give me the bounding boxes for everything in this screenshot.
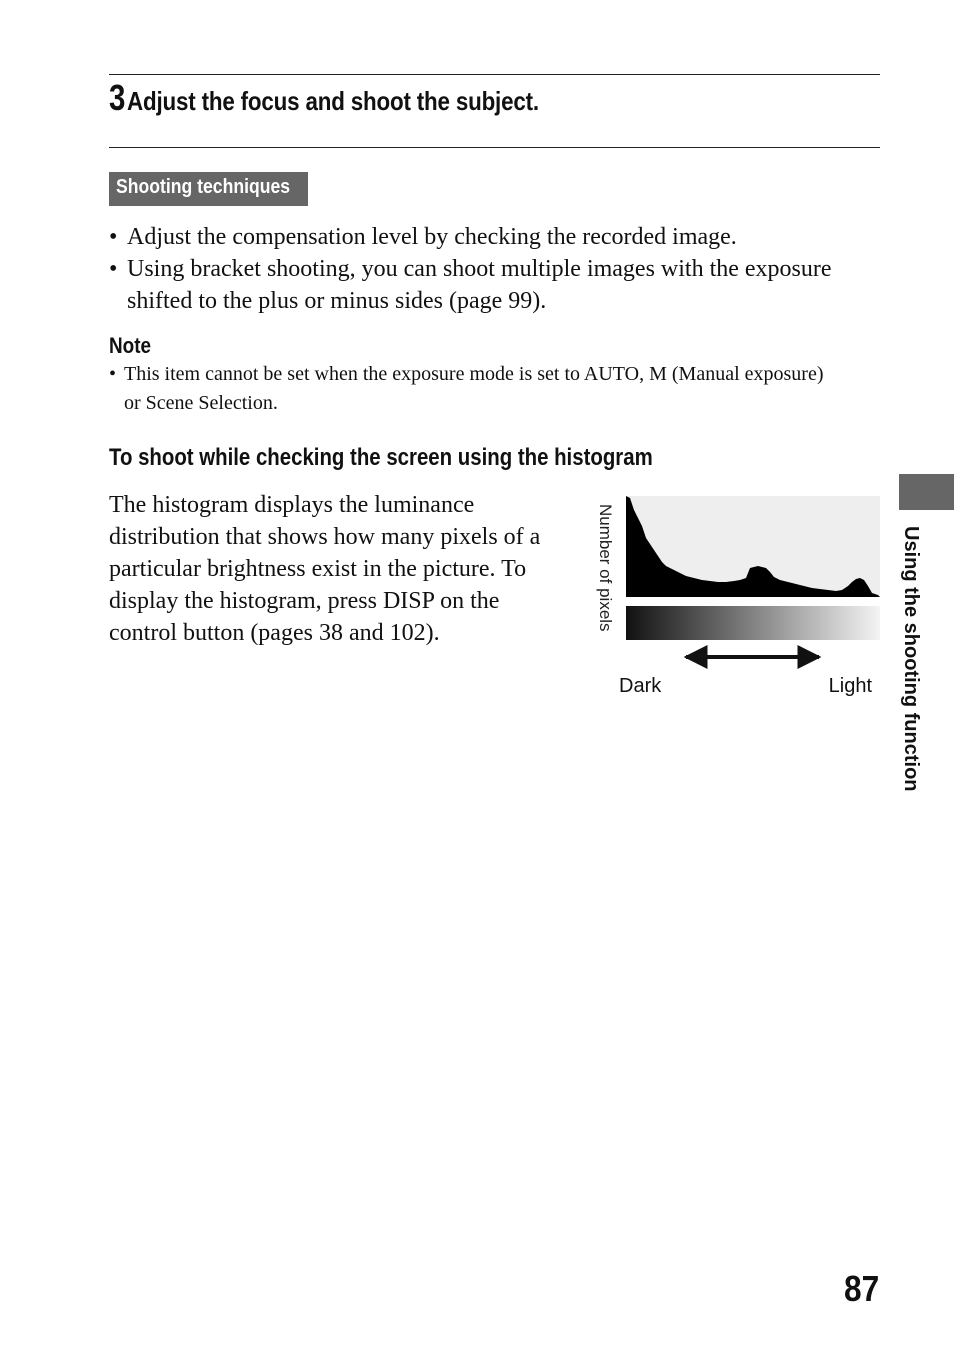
step-heading	[109, 78, 606, 118]
page-number: 87	[844, 1268, 880, 1309]
histogram-y-label: Number of pixels	[596, 504, 615, 632]
shooting-techniques-tag	[109, 172, 308, 206]
list-item: • Using bracket shooting, you can shoot multiple images with the exposure shifted to the plus or minus sides (page 99).	[109, 253, 889, 317]
section-rule	[109, 147, 880, 148]
top-rule	[109, 74, 880, 75]
histogram-description: The histogram displays the luminance distribution that shows how many pixels of a particular brightness exist in the picture. To display the histogram, press DISP on the control button (pages 38 and 102).	[109, 492, 541, 646]
techniques-list	[109, 221, 889, 317]
histogram-light-label: Light	[828, 675, 872, 697]
luminance-gradient-bar	[626, 606, 880, 640]
list-item: • This item cannot be set when the exposure mode is set to AUTO, M (Manual exposure) or Scene Selection.	[109, 360, 839, 418]
shooting-techniques-label: Shooting techniques	[116, 176, 291, 198]
step-title: Adjust the focus and shoot the subject.	[127, 86, 539, 116]
histogram-figure	[590, 490, 890, 720]
note-heading: Note	[109, 333, 152, 358]
histogram-dark-label: Dark	[619, 675, 662, 697]
histogram-heading: To shoot while checking the screen using the histogram	[109, 444, 653, 471]
section-side-label: Using the shooting function	[900, 526, 922, 792]
list-item: • Adjust the compensation level by checking the recorded image.	[109, 221, 889, 253]
note-list	[109, 360, 839, 418]
step-number: 3	[109, 77, 126, 118]
section-tab	[899, 474, 954, 510]
